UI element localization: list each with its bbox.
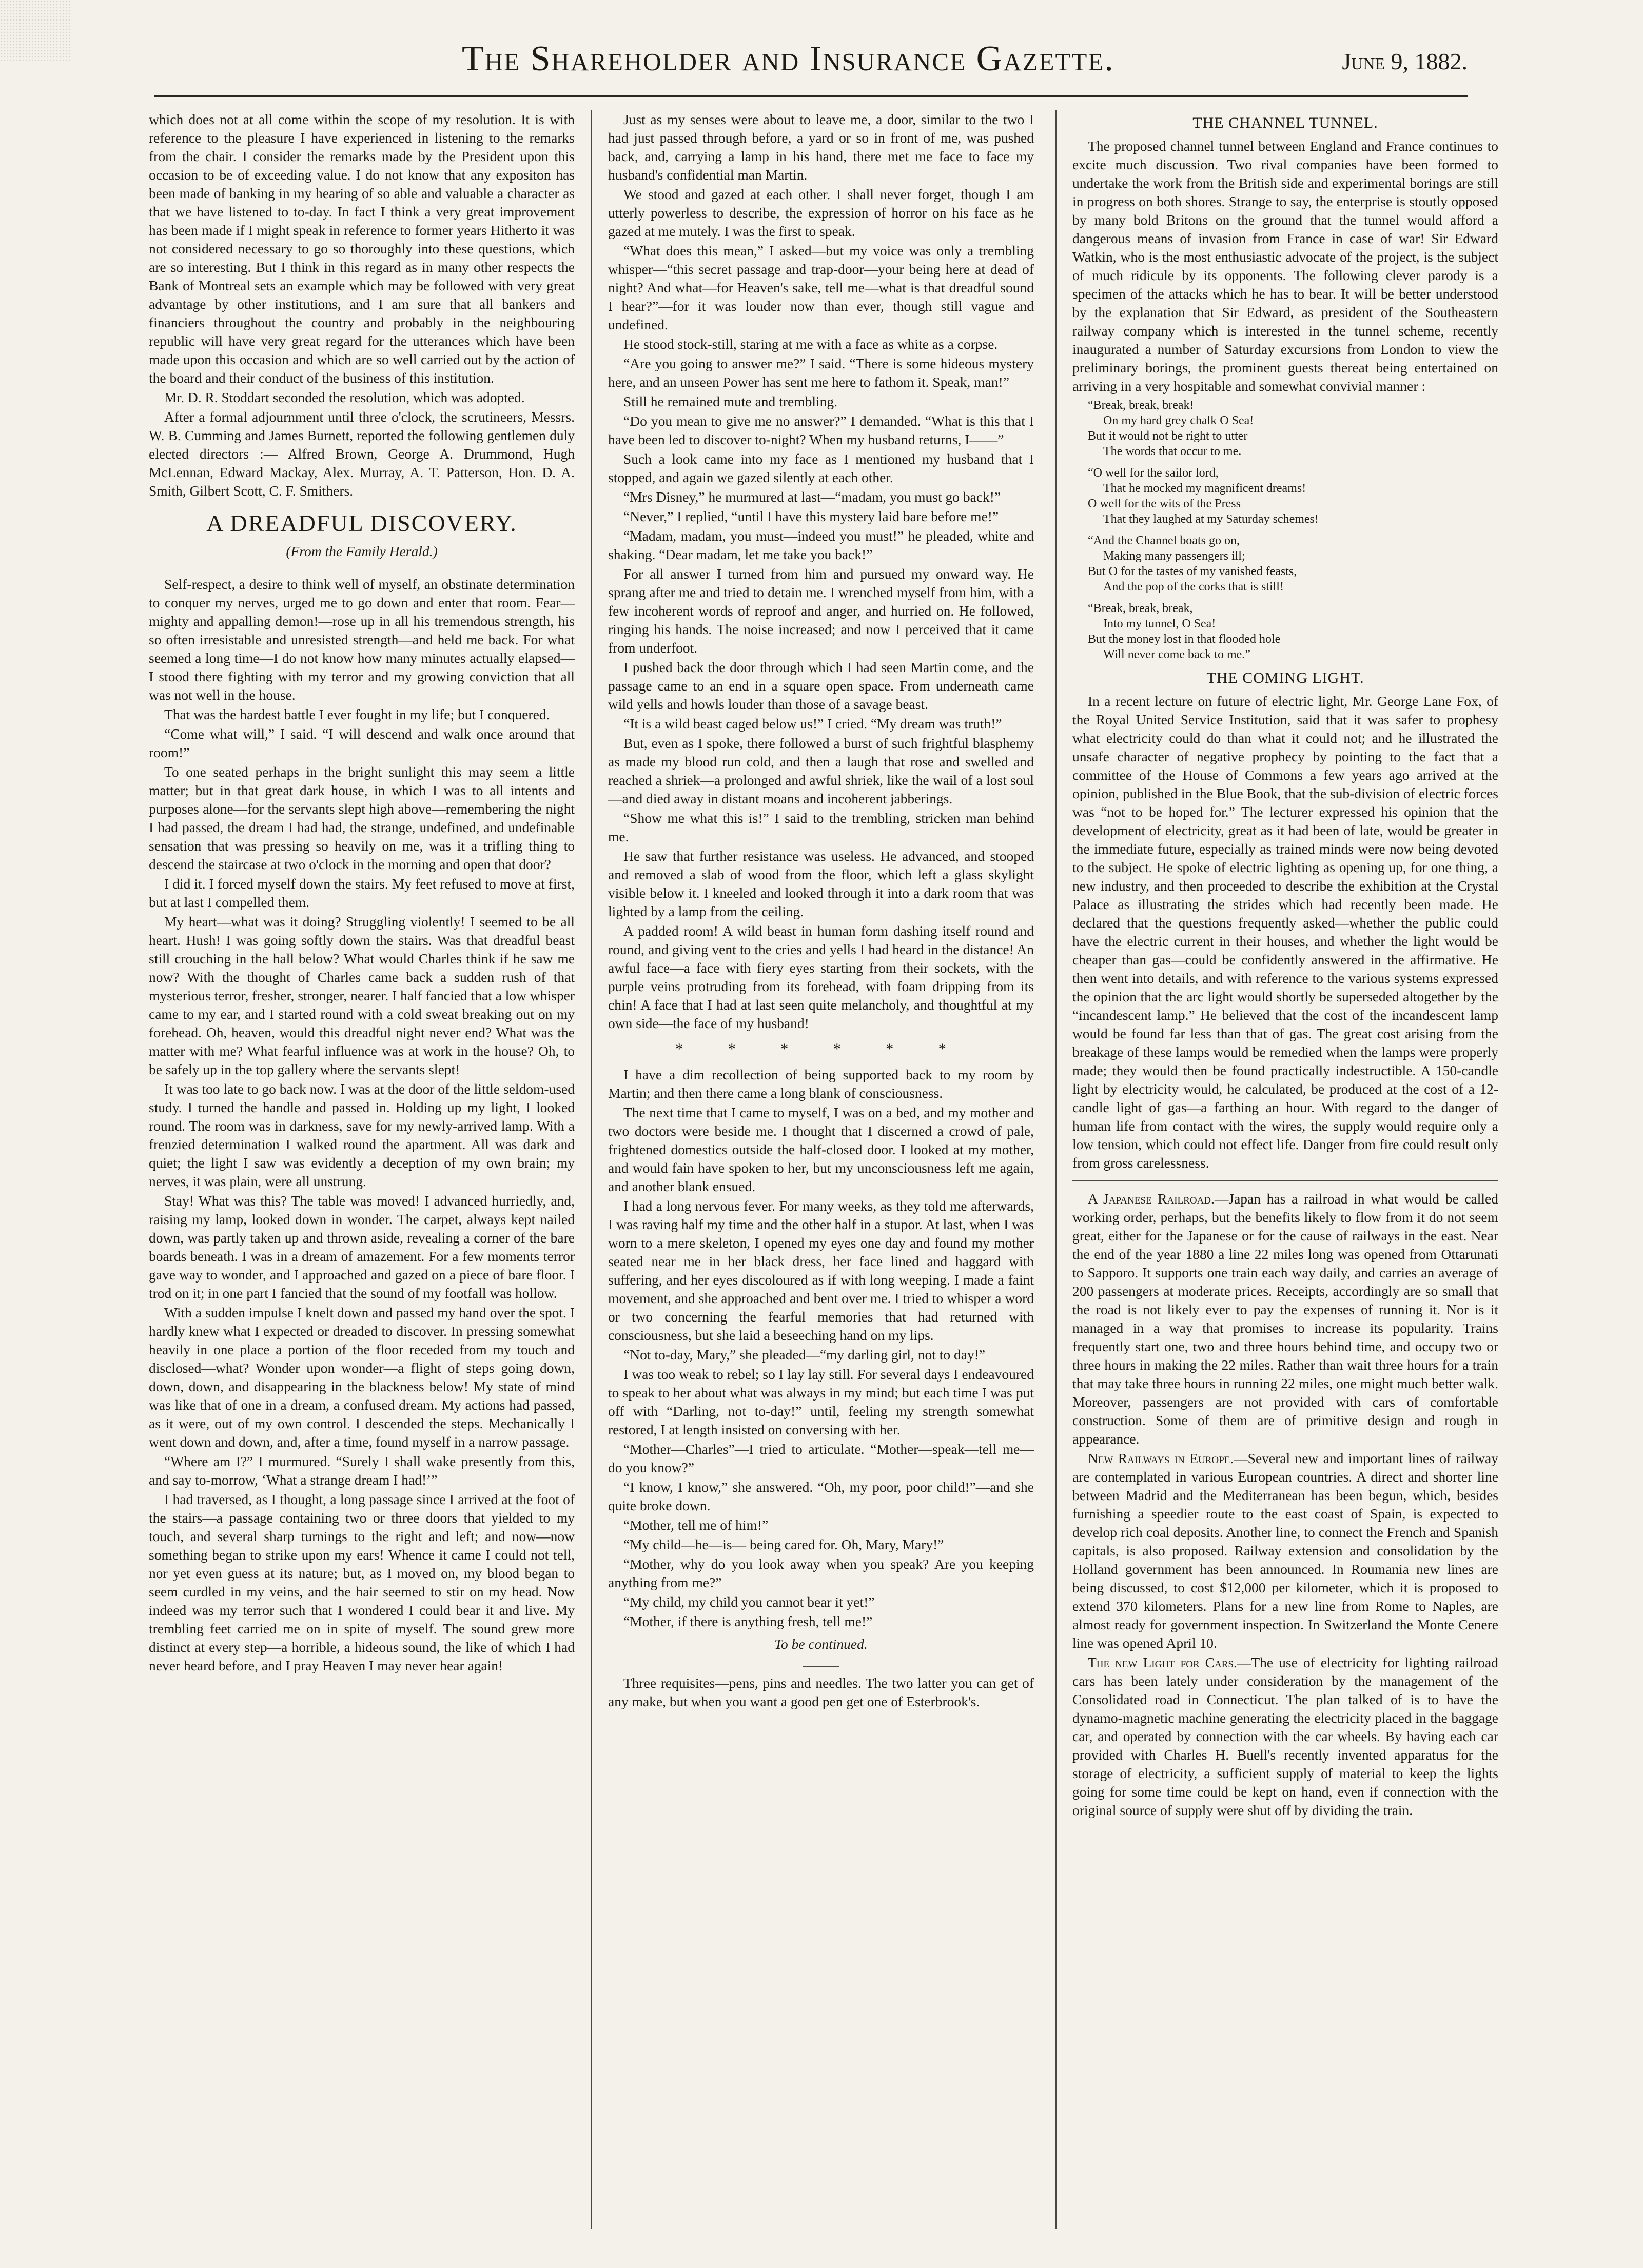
paragraph: Still he remained mute and trembling. xyxy=(623,393,837,409)
advertisement: Three requisites—pens, pins and needles. The two latter you can get of any make, but when you want a good pen get one of Esterbrook's. xyxy=(608,1675,1034,1709)
paragraph: “Mother—Charles”—I tried to articulate. “Mother—speak—tell me—do you know?” xyxy=(608,1441,1034,1475)
poem-stanza xyxy=(1072,398,1498,459)
section-break-stars: * * * * * * xyxy=(675,1040,967,1057)
news-item-japan-railroad xyxy=(1072,1190,1498,1448)
story-continuation xyxy=(608,110,1034,1033)
paragraph: “Are you going to answer me?” I said. “There is some hideous mystery here, and an unseen Power has sent me here to fathom it. Speak, man!” xyxy=(608,356,1034,390)
poem-stanza xyxy=(1072,465,1498,527)
issue-date: June 9, 1882. xyxy=(1342,48,1468,74)
paragraph: I was too weak to rebel; so I lay lay still. For several days I endeavoured to speak to her about what was always in my mind; but each time I was put off with “Darling, not to-day!” until, feeling my strength somewhat restored, I at length insisted on conversing with her. xyxy=(608,1366,1034,1437)
paragraph: “Show me what this is!” I said to the trembling, stricken man behind me. xyxy=(608,810,1034,844)
paragraph: My heart—what was it doing? Struggling violently! I seemed to be all heart. Hush! I was going softly down the stairs. Was that dreadful beast still crouching in the hall below? What would Charles think if he saw me now? With the thought of Charles came back a sudden rush of that mysterious terror, fresher, stronger, nearer. I half fancied that a low whisper came to my ear, and I started round with a cold sweat breaking out on my forehead. Oh, heaven, would this dreadful night never end? What was the matter with me? What fearful influence was at work in the house? Oh, to be safely up in the top gallery where the servants slept! xyxy=(149,914,575,1077)
poem-line: On my hard grey chalk O Sea! xyxy=(1103,414,1254,427)
paragraph: A padded room! A wild beast in human form dashing itself round and round, and giving vent to the cries and yells I had heard in the distance! An awful face—a face with fiery eyes starting from their sockets, with the purple veins protruding from its forehead, with foam dripping from its chin! A face that I had at last seen quite melancholy, and thoughtful at my own side—the face of my husband! xyxy=(608,923,1034,1031)
poem-line: That he mocked my magnificent dreams! xyxy=(1103,482,1306,495)
paragraph: He stood stock-still, staring at me with a face as white as a corpse. xyxy=(623,336,998,352)
paragraph: “My child—he—is— being cared for. Oh, Mary, Mary!” xyxy=(623,1536,944,1552)
paragraph: “I know, I know,” she answered. “Oh, my poor, poor child!”—and she quite broke down. xyxy=(608,1479,1034,1513)
paragraph: “Mrs Disney,” he murmured at last—“madam, you must go back!” xyxy=(623,489,1001,505)
poem-line: Making many passengers ill; xyxy=(1103,549,1245,563)
paragraph: Stay! What was this? The table was moved! I advanced hurriedly, and, raising my lamp, looked down in wonder. The carpet, always kept nailed down, was partly taken up and thrown aside, revealing a corner of the bare boards beneath. I was in a dream of amazement. For a few moments terror gave way to wonder, and I approached and gazed on a piece of bare floor. I trod on it; in one part I fancied that the sound of my footfall was hollow. xyxy=(149,1193,575,1301)
article-title: THE CHANNEL TUNNEL. xyxy=(1192,114,1378,131)
article-source: (From the Family Herald.) xyxy=(286,543,438,559)
paragraph: “Come what will,” I said. “I will descend and walk once around that room!” xyxy=(149,726,575,760)
poem-line: Into my tunnel, O Sea! xyxy=(1103,617,1216,630)
parody-poem xyxy=(1072,398,1498,662)
paragraph: “Mother, if there is anything fresh, tell me!” xyxy=(623,1613,873,1629)
poem-line: “O well for the sailor lord, xyxy=(1088,466,1219,480)
paragraph: “Where am I?” I murmured. “Surely I shall wake presently from this, and say to-morrow, ‘What a strange dream I had!’” xyxy=(149,1453,575,1488)
paragraph: which does not at all come within the scope of my resolution. It is with reference to the pleasure I have experienced in listening to the remarks from the chair. I consider the remarks made by the President upon this occasion to be of exceeding value. I do not know that any expositon has been made of banking in my hearing of so able and valuable a character as that we have listened to to-day. In fact I think a very great improvement has been made if I might speak in reference to former years Hitherto it was not considered necessary to go so thoroughly into these questions, which are so interesting. But I think in this regard as in many other respects the Bank of Montreal sets an example which may be followed with very great advantage by other institutions, and I am sure that all bankers and financiers throughout the country and probably in the neighbouring republic will have very great regard for the utterances which have been made upon this occasion and which are so well carried out by the action of the board and their conduct of the business of this institution. xyxy=(149,111,575,386)
paragraph: “Do you mean to give me no answer?” I demanded. “What is this that I have been led to discover to-night? When my husband returns, I——” xyxy=(608,413,1034,447)
poem-line: But it would not be right to utter xyxy=(1088,429,1248,443)
poem-line: And the pop of the corks that is still! xyxy=(1103,580,1284,594)
paragraph: “Mother, tell me of him!” xyxy=(623,1517,769,1533)
column-3 xyxy=(1072,110,1498,2239)
article-title: THE COMING LIGHT. xyxy=(1206,669,1364,686)
paragraph: I had traversed, as I thought, a long passage since I arrived at the foot of the stairs—a passage containing two or three doors that yielded to my touch, and several sharp turnings to the right and left; and now—now something began to strike upon my ears! Whence it came I could not tell, nor yet even guess at its nature; but, as I moved on, my blood began to seem curdled in my veins, and the hair seemed to stir on my head. Now indeed was my terror such that I wondered I could bear it and live. My trembling feet carried me on in spite of myself. The sound grew more distinct at every step—a horrible, a hideous sound, the like of which I had never heard before, and I pray Heaven I may never hear again! xyxy=(149,1491,575,1673)
paragraph: I had a long nervous fever. For many weeks, as they told me afterwards, I was raving half my time and the other half in a stupor. At last, when I was worn to a mere skeleton, I opened my eyes one day and found my mother seated near me in her black dress, her face lined and haggard with suffering, and her eyes discoloured as if with long weeping. I made a faint movement, and she approached and bent over me. I tried to whisper a word or two concerning the fearful memories that had returned with consciousness, but she laid a beseeching hand on my lips. xyxy=(608,1198,1034,1343)
news-item-lead: The new Light for Cars. xyxy=(1088,1654,1237,1670)
poem-line: That they laughed at my Saturday schemes! xyxy=(1103,512,1319,526)
news-item-text: —Japan has a railroad in what would be called working order, perhaps, but the benefits likely to flow from it do not seem great, either for the Japanese or for the cause of railways in the east. Near the end of the year 1880 a line 22 miles long was opened from Ottarunati to Sapporo. It supports one train each way daily, and carries an average of 200 passengers at moderate prices. Receipts, accordingly are so small that the road is not likely ever to pay the expenses of running it. Nor is it managed in a way that promises to increase its popularity. Trains frequently start one, two and three hours behind time, and occupy two or three hours in making the 22 miles. Rather than wait three hours for a train that may take three hours in running 22 miles, one might much better walk. Moreover, passengers are not provided with cars of comfortable construction. Some of them are of primitive design and rough in appearance. xyxy=(1072,1191,1498,1447)
paragraph: Self-respect, a desire to think well of myself, an obstinate determination to conquer my nerves, urged me to go down and enter that room. Fear—mighty and appalling demon!—rose up in all his tremendous strength, his so often irresistable and unresisted strength—and held me back. For what seemed a long time—I do not know how many minutes actually elapsed—I stood there fighting with my terror and my growing conviction that all was not well in the house. xyxy=(149,576,575,703)
paragraph: I have a dim recollection of being supported back to my room by Martin; and then there came a long blank of consciousness. xyxy=(608,1067,1034,1101)
continued-note: To be continued. xyxy=(774,1636,868,1652)
masthead xyxy=(154,28,1468,97)
news-item-europe-railways xyxy=(1072,1449,1498,1652)
paragraph: “It is a wild beast caged below us!” I cried. “My dream was truth!” xyxy=(623,716,1002,732)
paragraph: “Mother, why do you look away when you speak? Are you keeping anything from me?” xyxy=(608,1556,1034,1590)
paragraph: It was too late to go back now. I was at the door of the little seldom-used study. I turned the handle and passed in. Holding up my light, I looked round. The room was in darkness, save for my newly-arrived lamp. With a frenzied determination I walked round the apartment. All was dark and quiet; the light I saw was evidently a deception of my own brain; my nerves, it was plain, were all unstrung. xyxy=(149,1081,575,1189)
paragraph: The proposed channel tunnel between England and France continues to excite much discussion. Two rival companies have been formed to undertake the work from the British side and experimental borings are still in progress on both shores. Strange to say, the enterprise is stoutly opposed by many bold Britons on the ground that the tunnel would afford a dangerous means of invasion from France in case of war! Sir Edward Watkin, who is the most enthusiastic advocate of the project, is the subject of much ridicule by its opponents. The following clever parody is a specimen of the attacks which he has to bear. It will be better understood by the explanation that Sir Edward, as president of the Southeastern railway company which is interested in the tunnel scheme, recently inaugurated a number of Saturday excursions from London to view the preliminary borings, the prominent guests thereat being entertained on arriving in a very hospitable and somewhat convivial manner : xyxy=(1072,138,1498,394)
paragraph: To one seated perhaps in the bright sunlight this may seem a little matter; but in that great dark house, in which I was to all intents and purposes alone—for the servants slept high above—remembering the night I had passed, the dream I had had, the strange, undefined, and undefinable sensation that was pressing so heavily on me, was it a trifling thing to descend the staircase at two o'clock in the morning and open that door? xyxy=(149,764,575,872)
paragraph: He saw that further resistance was useless. He advanced, and stooped and removed a slab of wood from the floor, which left a glass skylight visible below it. I kneeled and looked through it into a dark room that was lighted by a lamp from the ceiling. xyxy=(608,848,1034,919)
paragraph: Just as my senses were about to leave me, a door, similar to the two I had just passed through before, a yard or so in front of me, was pushed back, and, carrying a lamp in his hand, there met me face to face my husband's confidential man Martin. xyxy=(608,111,1034,183)
poem-line: But the money lost in that flooded hole xyxy=(1088,633,1281,646)
divider xyxy=(1072,1180,1498,1181)
story-body xyxy=(149,575,575,1675)
paragraph: But, even as I spoke, there followed a burst of such frightful blasphemy as made my blood run cold, and then a laugh that rose and swelled and reached a shriek—a prolonged and awful shriek, like the wail of a lost soul—and died away in distant moans and incoherent jabberings. xyxy=(608,735,1034,806)
news-item-text: —Several new and important lines of railway are contemplated in various European countries. A direct and shorter line between Madrid and the Mediterranean has been begun, which, besides furnishing a speedier route to the east coast of Spain, is expected to develop rich coal deposits. Another line, to connect the French and Spanish capitals, is also proposed. Railway extension and consolidation by the Holland government has been announced. In Roumania new lines are being discussed, to cost $12,000 per kilometer, which it is proposed to extend 370 kilometers. Plans for a new line from Rome to Naples, are almost ready for government inspection. In Switzerland the Monte Cenere line was opened April 10. xyxy=(1072,1450,1498,1651)
column-2 xyxy=(608,110,1034,2239)
poem-stanza xyxy=(1072,601,1498,662)
news-item-text: —The use of electricity for lighting railroad cars has been lately under consideration by the management of the Consolidated road in Connecticut. The plan talked of is to have the dynamo-magnetic machine generating the electricity placed in the baggage car, and operated by connection with the car wheels. By having each car provided with Charles H. Buell's recently invented apparatus for the storage of electricity, a sufficient supply of material to keep the lights going for some time could be kept on hand, even if connection with the original source of supply were shut off by dividing the train. xyxy=(1072,1654,1498,1818)
poem-line: “And the Channel boats go on, xyxy=(1088,534,1240,547)
news-item-lead: A Japanese Railroad. xyxy=(1088,1191,1215,1207)
news-item-light-for-cars xyxy=(1072,1653,1498,1820)
scan-artifact xyxy=(0,0,72,62)
news-item-lead: New Railways in Europe. xyxy=(1088,1450,1234,1466)
paragraph: In a recent lecture on future of electric light, Mr. George Lane Fox, of the Royal United Service Institution, said that it was safer to prophesy what electricity could do than what it could not; and he illustrated the unsafe character of negative prophecy by pointing to the fact that a committee of the House of Commons a few years ago arrived at the opinion, published in the Blue Book, that the sub-division of electric forces was “not to be hoped for.” The lecturer expressed his opinion that the development of electricity, great as it had been of late, would be greater in the immediate future, especially as trained minds were now being devoted to the subject. He spoke of electric lighting as opening up, for one thing, a new industry, and then proceeded to describe the exhibition at the Crystal Palace as illustrating the strides which had recently been made. He declared that the questions frequently asked—whether the public could have the electric current in their houses, and whether the light would be cheaper than gas—could be confidently answered in the affirmative. He then went into details, and with reference to the various systems expressed the opinion that the arc light would shortly be superseded altogether by the “incandescent lamp.” He believed that the cost of the incandescent lamp would be found far less than that of gas. The great cost arising from the breakage of these lamps would be remedied when the lamps were properly made; they would then be found practically indestructible. A 150-candle light by electricity would, he calculated, be produced at the cost of a 12-candle light of gas—a farthing an hour. With regard to the danger of human life from contact with the wires, the supply would require only a low tension, which could not effect life. Danger from fire could result only from gross carelessness. xyxy=(1072,693,1498,1171)
paragraph: Such a look came into my face as I mentioned my husband that I stopped, and again we gazed silently at each other. xyxy=(608,451,1034,485)
paragraph: I pushed back the door through which I had seen Martin come, and the passage came to an end in a square open space. From underneath came wild yells and howls louder than those of a savage beast. xyxy=(608,659,1034,712)
newspaper-title: The Shareholder and Insurance Gazette. xyxy=(462,39,1114,78)
paragraph: “Never,” I replied, “until I have this mystery laid bare before me!” xyxy=(623,508,999,524)
paragraph: After a formal adjournment until three o'clock, the scrutineers, Messrs. W. B. Cumming and James Burnett, reported the following gentlemen duly elected directors :— Alfred Brown, George A. Drummond, Hugh McLennan, Edward Mackay, Alex. Murray, A. T. Patterson, Hon. D. A. Smith, Gilbert Scott, C. F. Smithers. xyxy=(149,409,575,499)
poem-line: “Break, break, break, xyxy=(1088,602,1193,615)
divider xyxy=(803,1666,839,1667)
paragraph: We stood and gazed at each other. I shall never forget, though I am utterly powerless to describe, the expression of horror on his face as he gazed at me mutely. I was the first to speak. xyxy=(608,186,1034,239)
column-rule xyxy=(591,110,592,2229)
paragraph: “Madam, madam, you must—indeed you must!” he pleaded, white and shaking. “Dear madam, let me take you back!” xyxy=(608,528,1034,562)
poem-line: But O for the tastes of my vanished feasts, xyxy=(1088,565,1297,578)
story-ending xyxy=(608,1066,1034,1631)
paragraph: For all answer I turned from him and pursued my onward way. He sprang after me and tried to detain me. I wrenched myself from him, with a few incoherent words of reproof and anger, and hurried on. He followed, ringing his hands. The noise increased; and now I perceived that it came from underfoot. xyxy=(608,566,1034,656)
article-title: A DREADFUL DISCOVERY. xyxy=(206,510,517,536)
bank-meeting-report xyxy=(149,110,575,500)
poem-line: The words that occur to me. xyxy=(1103,445,1242,458)
paragraph: The next time that I came to myself, I was on a bed, and my mother and two doctors were beside me. I thought that I discerned a crowd of pale, frightened domestics outside the half-closed door. I looked at my mother, and would fain have spoken to her, but my unconsciousness left me again, and another blank ensued. xyxy=(608,1105,1034,1194)
paragraph: “My child, my child you cannot bear it yet!” xyxy=(623,1594,875,1610)
paragraph: That was the hardest battle I ever fought in my life; but I conquered. xyxy=(164,706,550,722)
poem-line: Will never come back to me.” xyxy=(1103,648,1250,661)
paragraph: “Not to-day, Mary,” she pleaded—“my darling girl, not to day!” xyxy=(623,1347,986,1363)
poem-stanza xyxy=(1072,533,1498,595)
paragraph: With a sudden impulse I knelt down and passed my hand over the spot. I hardly knew what I expected or dreaded to discover. In pressing somewhat heavily in one place a portion of the floor receded from my touch and disclosed—what? Wonder upon wonder—a flight of steps going down, down, down, and disappearing in the blackness below! My state of mind was like that of one in a dream, a confused dream. My actions had passed, as it were, out of my own control. I descended the steps. Mechanically I went down and down, and, after a time, found myself in a narrow passage. xyxy=(149,1305,575,1450)
column-1 xyxy=(149,110,575,2239)
paragraph: “What does this mean,” I asked—but my voice was only a trembling whisper—“this secret passage and trap-door—your being here at dead of night? And what—for Heaven's sake, tell me—what is that dreadful sound I hear?”—for it was louder now than ever, though still vague and undefined. xyxy=(608,243,1034,332)
poem-line: O well for the wits of the Press xyxy=(1088,497,1241,510)
column-rule xyxy=(1055,110,1057,2229)
poem-line: “Break, break, break! xyxy=(1088,399,1194,412)
paragraph: I did it. I forced myself down the stairs. My feet refused to move at first, but at last I compelled them. xyxy=(149,876,575,910)
paragraph: Mr. D. R. Stoddart seconded the resolution, which was adopted. xyxy=(164,389,525,405)
